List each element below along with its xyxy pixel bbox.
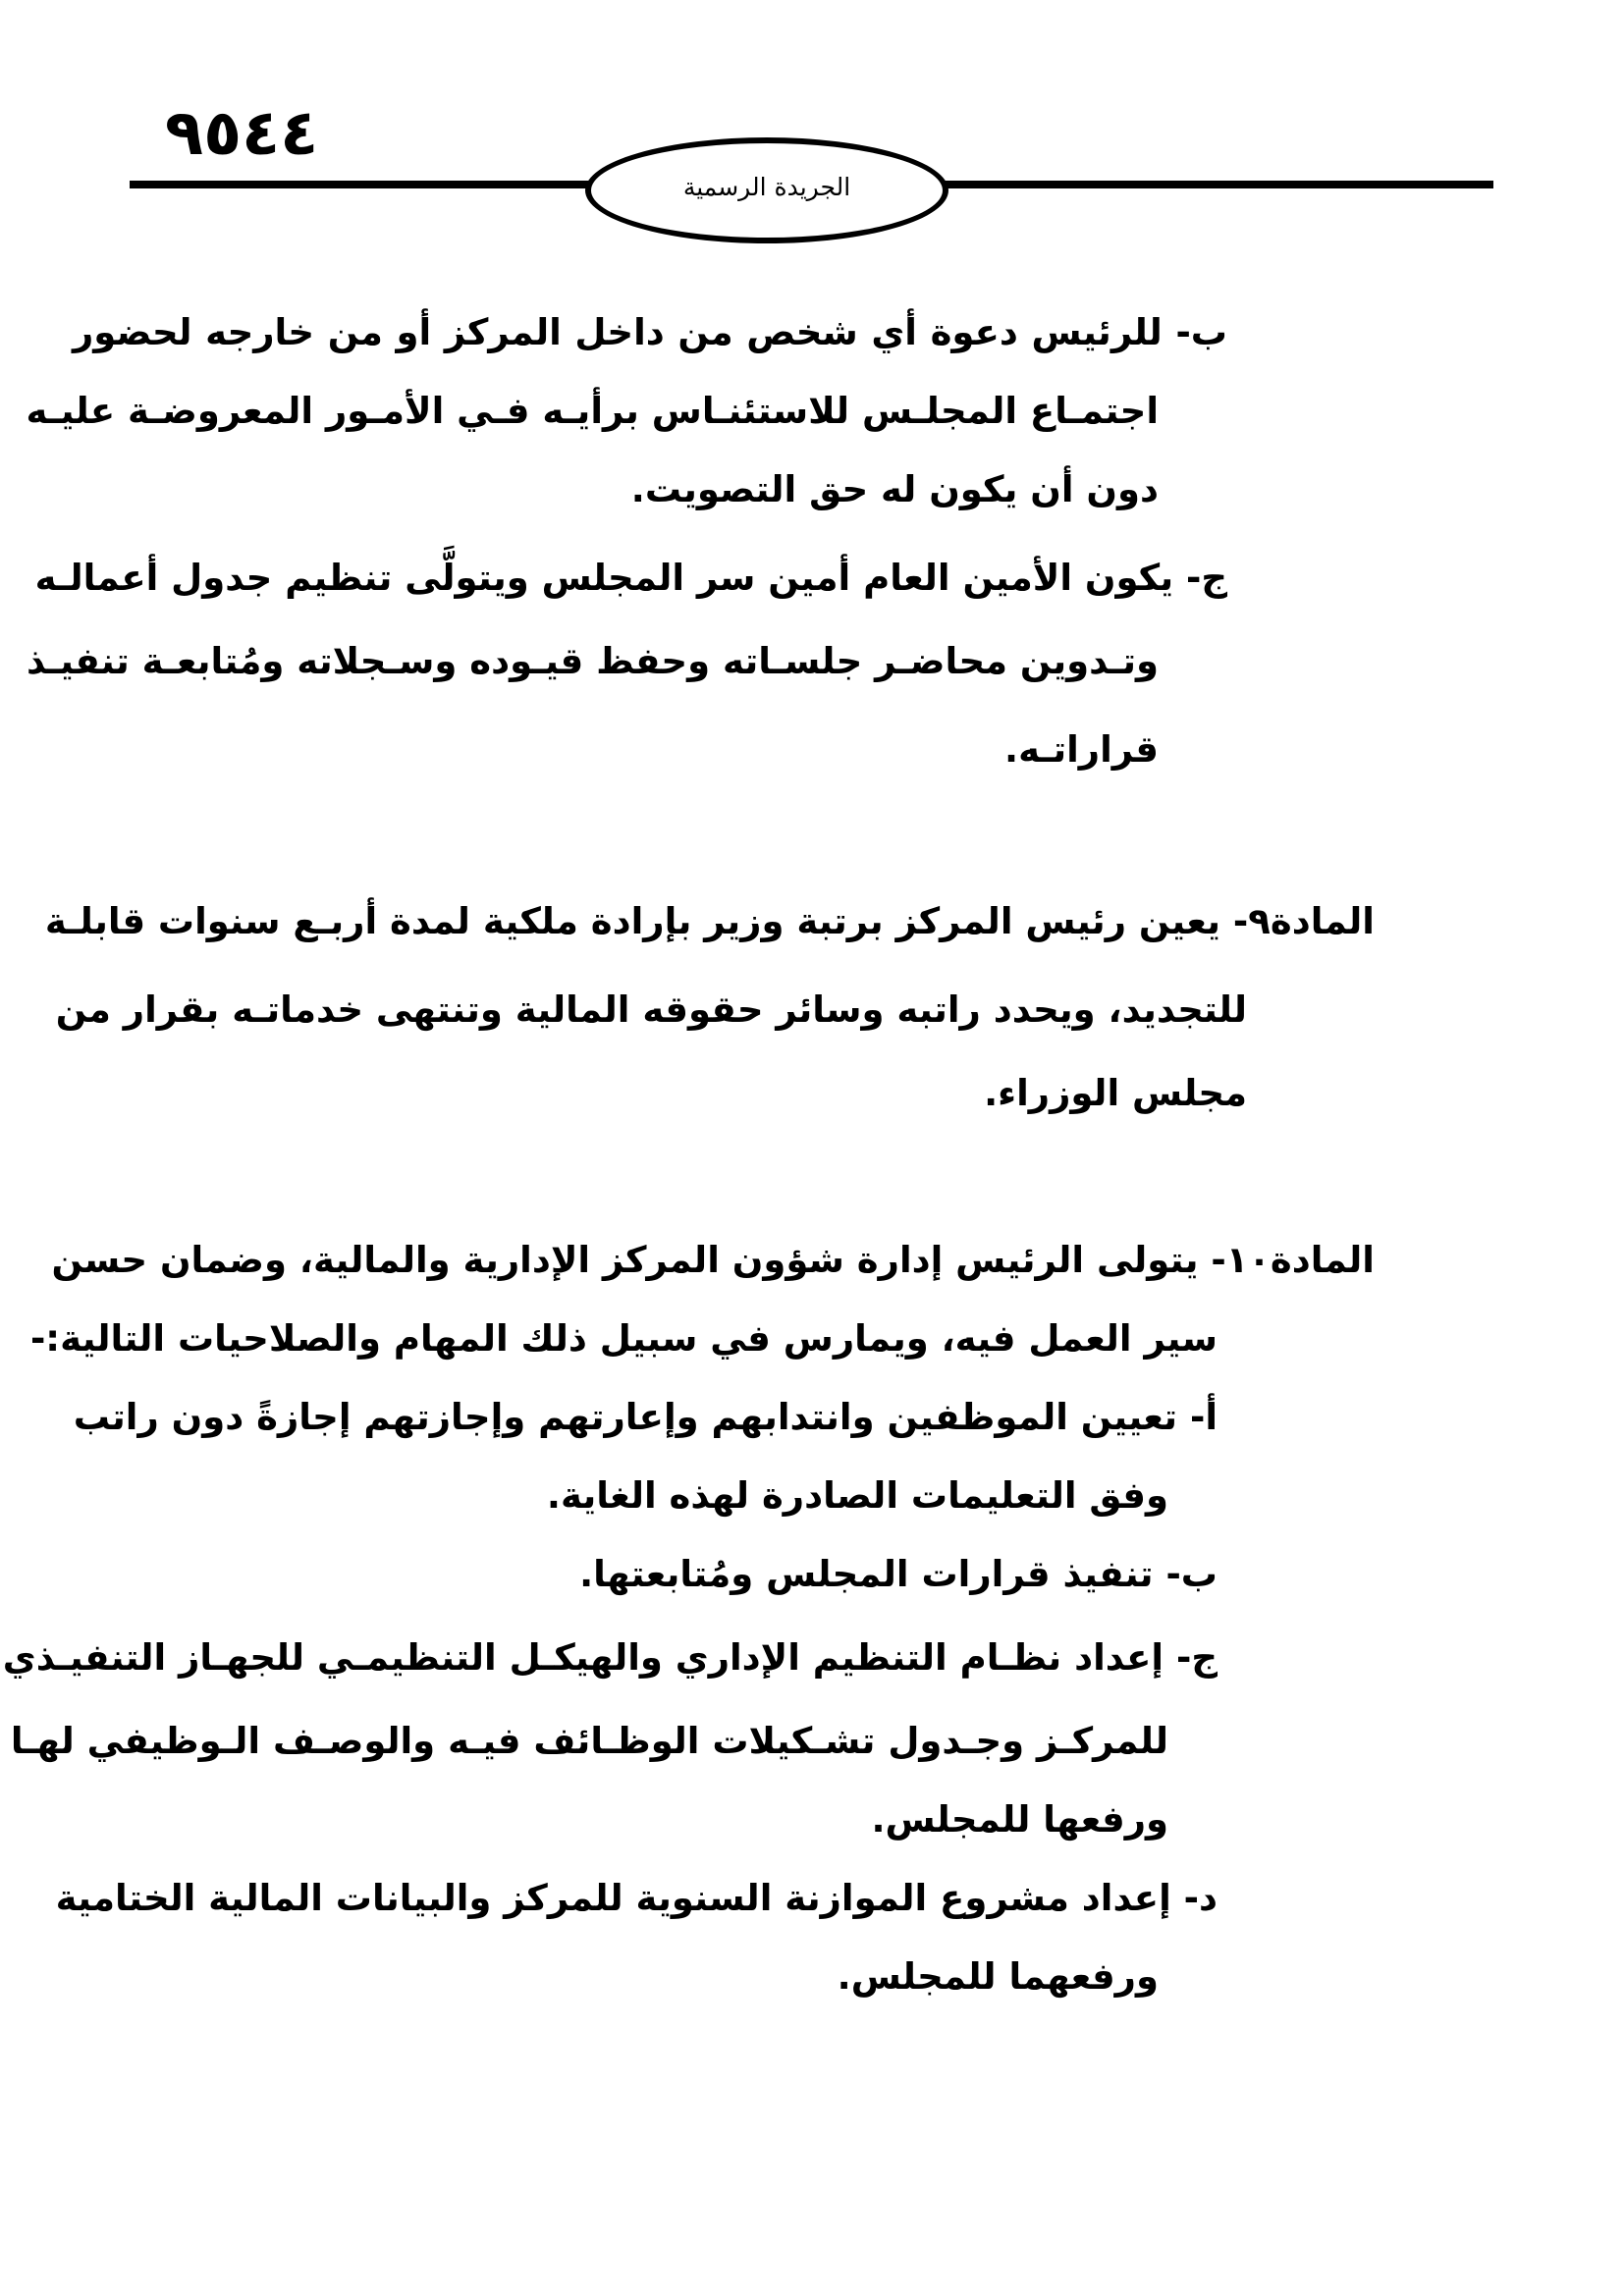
clause-b-line-2: اجتمـاع المجلـس للاستئنـاس برأيـه فـي الأمـور المعروضـة عليـه	[26, 390, 1159, 432]
page-number: ٤٤٥٩	[165, 97, 319, 170]
item-d-line-1: د- إعداد مشروع الموازنة السنوية للمركز والبيانات المالية الختامية	[55, 1877, 1218, 1919]
item-d-line-2: ورفعهما للمجلس.	[837, 1955, 1159, 1998]
item-c-line-1: ج- إعداد نظـام التنظيم الإداري والهيكـل التنظيمـي للجهـاز التنفيـذي	[2, 1636, 1218, 1679]
header-rule-right	[945, 181, 1493, 188]
header-rule-left	[130, 181, 591, 188]
article-9-line-3: مجلس الوزراء.	[984, 1072, 1247, 1114]
clause-b-line-3: دون أن يكون له حق التصويت.	[630, 468, 1159, 510]
article-9-line-1: المادة٩- يعين رئيس المركز برتبة وزير بإرادة ملكية لمدة أربـع سنوات قابلـة	[44, 900, 1375, 942]
article-10-line-2: سير العمل فيه، ويمارس في سبيل ذلك المهام والصلاحيات التالية:-	[29, 1317, 1218, 1360]
item-c-line-2: للمركـز وجـدول تشـكيلات الوظـائف فيـه والوصـف الـوظيفي لهـا	[10, 1720, 1168, 1762]
item-c-line-3: ورفعها للمجلس.	[871, 1798, 1168, 1841]
masthead-title: الجريدة الرسمية	[682, 173, 851, 201]
clause-b-line-1: ب- للرئيس دعوة أي شخص من داخل المركز أو من خارجه لحضور	[73, 311, 1227, 353]
item-a-line-2: وفق التعليمات الصادرة لهذه الغاية.	[546, 1474, 1168, 1517]
item-b-line-1: ب- تنفيذ قرارات المجلس ومُتابعتها.	[579, 1553, 1218, 1595]
clause-c-line-2: وتـدوين محاضـر جلسـاته وحفظ قيـوده وسـجلاته ومُتابعـة تنفيـذ	[27, 640, 1159, 682]
article-10-line-1: المادة١٠- يتولى الرئيس إدارة شؤون المركز الإدارية والمالية، وضمان حسن	[51, 1239, 1375, 1281]
clause-c-line-3: قراراتـه.	[1004, 728, 1159, 771]
article-9-line-2: للتجديد، ويحدد راتبه وسائر حقوقه المالية وتنتهى خدماتـه بقرار من	[55, 988, 1247, 1031]
clause-c-line-1: ج- يكون الأمين العام أمين سر المجلس ويتولَّى تنظيم جدول أعمالـه	[34, 557, 1227, 599]
item-a-line-1: أ- تعيين الموظفين وانتدابهم وإعارتهم وإجازتهم إجازةً دون راتب	[73, 1396, 1218, 1438]
